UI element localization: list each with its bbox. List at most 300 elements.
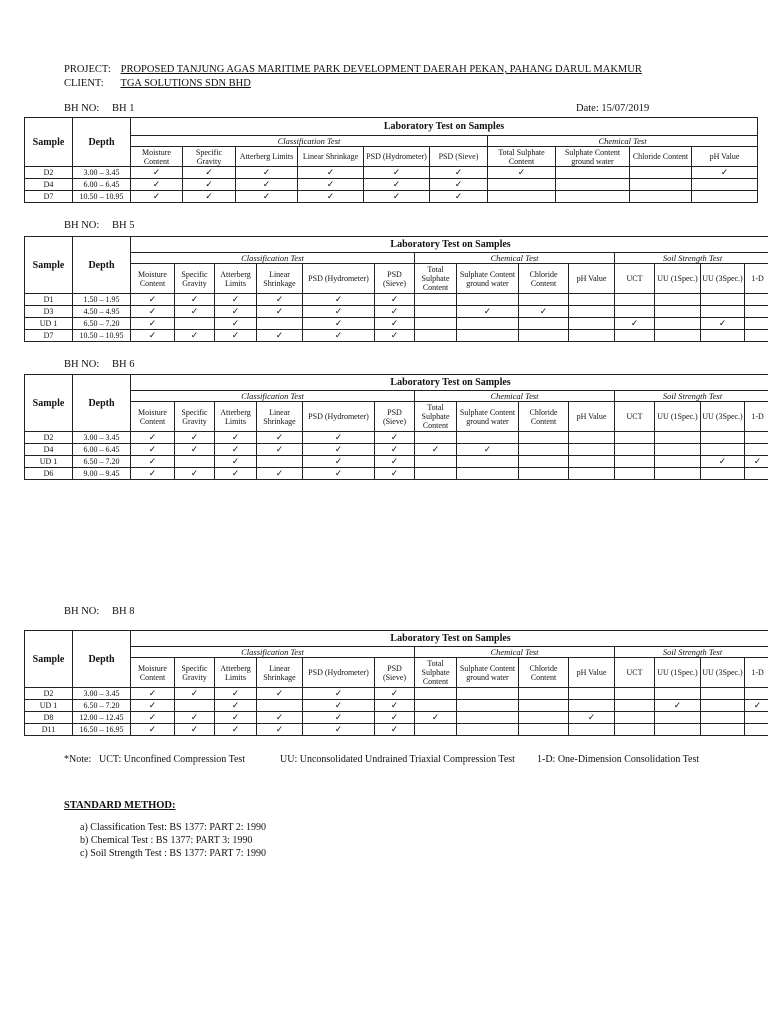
empty-cell — [457, 294, 519, 306]
empty-cell — [519, 456, 569, 468]
column-header: Atterberg Limits — [236, 147, 298, 167]
column-header: Sulphate Content ground water — [457, 658, 519, 688]
empty-cell — [630, 179, 692, 191]
check-mark-icon: ✓ — [303, 318, 375, 330]
empty-cell — [415, 456, 457, 468]
sample-id: D11 — [25, 724, 73, 736]
empty-cell — [519, 468, 569, 480]
empty-cell — [556, 191, 630, 203]
empty-cell — [745, 724, 768, 736]
sample-id: UD 1 — [25, 700, 73, 712]
check-mark-icon: ✓ — [655, 700, 701, 712]
sample-id: UD 1 — [25, 318, 73, 330]
note-1d: 1-D: One-Dimension Consolidation Test — [537, 754, 700, 765]
check-mark-icon: ✓ — [701, 318, 745, 330]
check-mark-icon: ✓ — [215, 318, 257, 330]
check-mark-icon: ✓ — [692, 167, 758, 179]
sample-depth: 6.00 – 6.45 — [73, 179, 131, 191]
empty-cell — [701, 306, 745, 318]
check-mark-icon: ✓ — [131, 306, 175, 318]
empty-cell — [615, 712, 655, 724]
empty-cell — [415, 724, 457, 736]
check-mark-icon: ✓ — [131, 688, 175, 700]
empty-cell — [615, 468, 655, 480]
table-title: Laboratory Test on Samples — [131, 237, 768, 253]
empty-cell — [415, 330, 457, 342]
group-chemical: Chemical Test — [488, 136, 758, 147]
column-header: Specific Gravity — [183, 147, 236, 167]
empty-cell — [655, 318, 701, 330]
empty-cell — [745, 444, 768, 456]
lab-table-bh5 — [24, 236, 768, 342]
table-row — [25, 700, 768, 712]
column-header: Specific Gravity — [175, 658, 215, 688]
column-header: pH Value — [569, 658, 615, 688]
empty-cell — [569, 330, 615, 342]
bh-value: BH 5 — [112, 220, 135, 231]
group-classification: Classification Test — [131, 391, 415, 402]
check-mark-icon: ✓ — [131, 191, 183, 203]
check-mark-icon: ✓ — [430, 191, 488, 203]
sample-id: D4 — [25, 179, 73, 191]
lab-table-bh1 — [24, 117, 758, 203]
empty-cell — [175, 456, 215, 468]
empty-cell — [257, 456, 303, 468]
sample-id: D1 — [25, 294, 73, 306]
empty-cell — [457, 712, 519, 724]
table-row — [25, 712, 768, 724]
check-mark-icon: ✓ — [364, 167, 430, 179]
check-mark-icon: ✓ — [215, 724, 257, 736]
column-header: Sulphate Content ground water — [457, 402, 519, 432]
check-mark-icon: ✓ — [303, 688, 375, 700]
sample-id: D4 — [25, 444, 73, 456]
check-mark-icon: ✓ — [375, 294, 415, 306]
column-header: Linear Shrinkage — [257, 402, 303, 432]
project-line — [64, 64, 642, 75]
empty-cell — [655, 294, 701, 306]
bh-label: BH NO: — [64, 606, 100, 617]
empty-cell — [701, 688, 745, 700]
empty-cell — [745, 330, 768, 342]
empty-cell — [655, 432, 701, 444]
column-header: Total Sulphate Content — [415, 402, 457, 432]
empty-cell — [415, 318, 457, 330]
empty-cell — [655, 330, 701, 342]
empty-cell — [615, 330, 655, 342]
empty-cell — [556, 179, 630, 191]
check-mark-icon: ✓ — [298, 167, 364, 179]
bh-heading-8 — [64, 606, 134, 617]
note-prefix: *Note: — [64, 754, 92, 765]
empty-cell — [569, 306, 615, 318]
empty-cell — [415, 432, 457, 444]
column-header: Sulphate Content ground water — [457, 264, 519, 294]
check-mark-icon: ✓ — [215, 456, 257, 468]
check-mark-icon: ✓ — [183, 179, 236, 191]
check-mark-icon: ✓ — [745, 456, 768, 468]
column-header: PSD (Hydrometer) — [303, 264, 375, 294]
column-header: PSD (Sieve) — [430, 147, 488, 167]
empty-cell — [569, 456, 615, 468]
client-line — [64, 78, 251, 89]
sample-id: D7 — [25, 191, 73, 203]
column-header: Moisture Content — [131, 658, 175, 688]
column-header: PSD (Hydrometer) — [303, 402, 375, 432]
table-row — [25, 330, 768, 342]
column-header: Atterberg Limits — [215, 264, 257, 294]
table-title: Laboratory Test on Samples — [131, 631, 768, 647]
project-label: PROJECT: — [64, 64, 111, 75]
empty-cell — [745, 432, 768, 444]
empty-cell — [488, 191, 556, 203]
check-mark-icon: ✓ — [457, 306, 519, 318]
empty-cell — [569, 318, 615, 330]
table-row — [25, 456, 768, 468]
check-mark-icon: ✓ — [175, 688, 215, 700]
check-mark-icon: ✓ — [375, 330, 415, 342]
empty-cell — [519, 432, 569, 444]
column-header: Atterberg Limits — [215, 402, 257, 432]
check-mark-icon: ✓ — [375, 688, 415, 700]
table-row — [25, 306, 768, 318]
sample-id: D3 — [25, 306, 73, 318]
check-mark-icon: ✓ — [569, 712, 615, 724]
table-title: Laboratory Test on Samples — [131, 118, 758, 136]
check-mark-icon: ✓ — [375, 700, 415, 712]
column-header: Chloride Content — [519, 264, 569, 294]
column-header: Total Sulphate Content — [415, 264, 457, 294]
empty-cell — [257, 318, 303, 330]
column-header: PSD (Hydrometer) — [364, 147, 430, 167]
bh-value: BH 6 — [112, 359, 135, 370]
table-row — [25, 468, 768, 480]
empty-cell — [457, 432, 519, 444]
check-mark-icon: ✓ — [236, 179, 298, 191]
empty-cell — [519, 318, 569, 330]
lab-table-bh8 — [24, 630, 768, 736]
check-mark-icon: ✓ — [375, 318, 415, 330]
check-mark-icon: ✓ — [257, 294, 303, 306]
check-mark-icon: ✓ — [215, 330, 257, 342]
check-mark-icon: ✓ — [375, 456, 415, 468]
sample-header: Sample — [25, 375, 73, 432]
check-mark-icon: ✓ — [131, 468, 175, 480]
column-header: UCT — [615, 264, 655, 294]
column-header: Chloride Content — [519, 658, 569, 688]
empty-cell — [615, 700, 655, 712]
sample-depth: 1.50 – 1.95 — [73, 294, 131, 306]
group-chemical: Chemical Test — [415, 647, 615, 658]
column-header: Moisture Content — [131, 147, 183, 167]
table-row — [25, 167, 758, 179]
check-mark-icon: ✓ — [298, 191, 364, 203]
sample-depth: 3.00 – 3.45 — [73, 432, 131, 444]
check-mark-icon: ✓ — [131, 318, 175, 330]
check-mark-icon: ✓ — [303, 724, 375, 736]
empty-cell — [701, 330, 745, 342]
standard-method-item: a) Classification Test: BS 1377: PART 2: 1990 — [80, 822, 267, 833]
group-soil-strength: Soil Strength Test — [615, 253, 768, 264]
check-mark-icon: ✓ — [364, 179, 430, 191]
check-mark-icon: ✓ — [236, 167, 298, 179]
empty-cell — [519, 724, 569, 736]
check-mark-icon: ✓ — [298, 179, 364, 191]
empty-cell — [655, 468, 701, 480]
depth-header: Depth — [73, 118, 131, 167]
column-header: PSD (Sieve) — [375, 402, 415, 432]
table-row — [25, 294, 768, 306]
empty-cell — [655, 688, 701, 700]
empty-cell — [701, 700, 745, 712]
report-date: Date: 15/07/2019 — [576, 103, 650, 114]
sample-id: D2 — [25, 688, 73, 700]
check-mark-icon: ✓ — [175, 294, 215, 306]
column-header: pH Value — [569, 264, 615, 294]
column-header: Specific Gravity — [175, 264, 215, 294]
column-header: Linear Shrinkage — [298, 147, 364, 167]
check-mark-icon: ✓ — [303, 294, 375, 306]
check-mark-icon: ✓ — [131, 712, 175, 724]
empty-cell — [519, 700, 569, 712]
check-mark-icon: ✓ — [257, 432, 303, 444]
column-header: Sulphate Content ground water — [556, 147, 630, 167]
empty-cell — [701, 712, 745, 724]
sample-depth: 3.00 – 3.45 — [73, 167, 131, 179]
check-mark-icon: ✓ — [375, 468, 415, 480]
sample-id: D7 — [25, 330, 73, 342]
sample-header: Sample — [25, 631, 73, 688]
empty-cell — [655, 306, 701, 318]
bh-heading-5 — [64, 220, 134, 231]
standard-method-title: STANDARD METHOD: — [64, 800, 176, 811]
check-mark-icon: ✓ — [215, 306, 257, 318]
column-header: Total Sulphate Content — [488, 147, 556, 167]
bh-heading-1 — [64, 103, 134, 114]
check-mark-icon: ✓ — [415, 444, 457, 456]
empty-cell — [569, 688, 615, 700]
group-classification: Classification Test — [131, 253, 415, 264]
check-mark-icon: ✓ — [257, 468, 303, 480]
column-header: Moisture Content — [131, 264, 175, 294]
check-mark-icon: ✓ — [303, 700, 375, 712]
sample-id: D2 — [25, 432, 73, 444]
empty-cell — [655, 724, 701, 736]
column-header: Specific Gravity — [175, 402, 215, 432]
empty-cell — [692, 179, 758, 191]
check-mark-icon: ✓ — [303, 468, 375, 480]
empty-cell — [457, 318, 519, 330]
sample-id: D2 — [25, 167, 73, 179]
empty-cell — [615, 432, 655, 444]
empty-cell — [615, 456, 655, 468]
table-row — [25, 318, 768, 330]
sample-depth: 6.00 – 6.45 — [73, 444, 131, 456]
client-label: CLIENT: — [64, 78, 104, 89]
check-mark-icon: ✓ — [175, 468, 215, 480]
empty-cell — [692, 191, 758, 203]
table-row — [25, 179, 758, 191]
check-mark-icon: ✓ — [364, 191, 430, 203]
check-mark-icon: ✓ — [215, 688, 257, 700]
sample-depth: 16.50 – 16.95 — [73, 724, 131, 736]
column-header: UU (3Spec.) — [701, 402, 745, 432]
check-mark-icon: ✓ — [257, 330, 303, 342]
column-header: PSD (Sieve) — [375, 658, 415, 688]
empty-cell — [415, 294, 457, 306]
depth-header: Depth — [73, 237, 131, 294]
column-header: UU (1Spec.) — [655, 658, 701, 688]
empty-cell — [745, 468, 768, 480]
empty-cell — [745, 712, 768, 724]
lab-table-bh6 — [24, 374, 768, 480]
column-header: UU (1Spec.) — [655, 402, 701, 432]
check-mark-icon: ✓ — [131, 456, 175, 468]
empty-cell — [175, 318, 215, 330]
check-mark-icon: ✓ — [257, 306, 303, 318]
check-mark-icon: ✓ — [257, 444, 303, 456]
column-header: UCT — [615, 658, 655, 688]
column-header: UU (3Spec.) — [701, 264, 745, 294]
empty-cell — [745, 306, 768, 318]
empty-cell — [415, 306, 457, 318]
empty-cell — [457, 330, 519, 342]
check-mark-icon: ✓ — [375, 444, 415, 456]
empty-cell — [615, 444, 655, 456]
empty-cell — [457, 724, 519, 736]
check-mark-icon: ✓ — [488, 167, 556, 179]
check-mark-icon: ✓ — [215, 712, 257, 724]
column-header: Moisture Content — [131, 402, 175, 432]
check-mark-icon: ✓ — [236, 191, 298, 203]
sample-depth: 6.50 – 7.20 — [73, 318, 131, 330]
empty-cell — [415, 688, 457, 700]
empty-cell — [569, 724, 615, 736]
column-header: UCT — [615, 402, 655, 432]
sample-header: Sample — [25, 118, 73, 167]
sample-depth: 6.50 – 7.20 — [73, 456, 131, 468]
table-row — [25, 688, 768, 700]
project-value: PROPOSED TANJUNG AGAS MARITIME PARK DEVELOPMENT DAERAH PEKAN, PAHANG DARUL MAKMUR — [120, 64, 642, 75]
group-soil-strength: Soil Strength Test — [615, 647, 768, 658]
check-mark-icon: ✓ — [131, 444, 175, 456]
depth-header: Depth — [73, 375, 131, 432]
empty-cell — [615, 306, 655, 318]
bh-value: BH 1 — [112, 103, 135, 114]
column-header: UU (3Spec.) — [701, 658, 745, 688]
empty-cell — [457, 468, 519, 480]
sample-depth: 6.50 – 7.20 — [73, 700, 131, 712]
empty-cell — [701, 432, 745, 444]
check-mark-icon: ✓ — [303, 306, 375, 318]
empty-cell — [488, 179, 556, 191]
empty-cell — [457, 456, 519, 468]
column-header: Atterberg Limits — [215, 658, 257, 688]
check-mark-icon: ✓ — [375, 712, 415, 724]
check-mark-icon: ✓ — [183, 167, 236, 179]
standard-method-list — [80, 822, 266, 861]
empty-cell — [175, 700, 215, 712]
sample-id: UD 1 — [25, 456, 73, 468]
empty-cell — [701, 294, 745, 306]
empty-cell — [415, 700, 457, 712]
column-header: PSD (Sieve) — [375, 264, 415, 294]
empty-cell — [569, 468, 615, 480]
sample-depth: 4.50 – 4.95 — [73, 306, 131, 318]
bh-value: BH 8 — [112, 606, 135, 617]
empty-cell — [655, 444, 701, 456]
empty-cell — [519, 444, 569, 456]
check-mark-icon: ✓ — [215, 432, 257, 444]
check-mark-icon: ✓ — [257, 724, 303, 736]
check-mark-icon: ✓ — [303, 444, 375, 456]
empty-cell — [745, 318, 768, 330]
table-title: Laboratory Test on Samples — [131, 375, 768, 391]
empty-cell — [630, 167, 692, 179]
bh-label: BH NO: — [64, 103, 100, 114]
sample-depth: 10.50 – 10.95 — [73, 330, 131, 342]
column-header: pH Value — [692, 147, 758, 167]
column-header: 1-D — [745, 658, 768, 688]
check-mark-icon: ✓ — [303, 330, 375, 342]
check-mark-icon: ✓ — [615, 318, 655, 330]
empty-cell — [569, 294, 615, 306]
empty-cell — [569, 444, 615, 456]
client-value: TGA SOLUTIONS SDN BHD — [120, 78, 251, 89]
check-mark-icon: ✓ — [175, 724, 215, 736]
check-mark-icon: ✓ — [131, 294, 175, 306]
standard-method-item: b) Chemical Test : BS 1377: PART 3: 1990 — [80, 835, 253, 846]
empty-cell — [630, 191, 692, 203]
empty-cell — [701, 724, 745, 736]
empty-cell — [569, 432, 615, 444]
sample-depth: 9.00 – 9.45 — [73, 468, 131, 480]
sample-depth: 3.00 – 3.45 — [73, 688, 131, 700]
column-header: UU (1Spec.) — [655, 264, 701, 294]
check-mark-icon: ✓ — [519, 306, 569, 318]
depth-header: Depth — [73, 631, 131, 688]
check-mark-icon: ✓ — [745, 700, 768, 712]
standard-method-item: c) Soil Strength Test : BS 1377: PART 7: 1990 — [80, 848, 267, 859]
check-mark-icon: ✓ — [375, 306, 415, 318]
column-header: 1-D — [745, 402, 768, 432]
column-header: pH Value — [569, 402, 615, 432]
check-mark-icon: ✓ — [175, 306, 215, 318]
sample-header: Sample — [25, 237, 73, 294]
check-mark-icon: ✓ — [131, 167, 183, 179]
check-mark-icon: ✓ — [430, 179, 488, 191]
column-header: Linear Shrinkage — [257, 658, 303, 688]
empty-cell — [519, 294, 569, 306]
check-mark-icon: ✓ — [131, 724, 175, 736]
empty-cell — [415, 468, 457, 480]
bh-heading-6 — [64, 359, 134, 370]
group-chemical: Chemical Test — [415, 253, 615, 264]
empty-cell — [655, 456, 701, 468]
check-mark-icon: ✓ — [430, 167, 488, 179]
column-header: 1-D — [745, 264, 768, 294]
check-mark-icon: ✓ — [175, 444, 215, 456]
bh-label: BH NO: — [64, 220, 100, 231]
check-mark-icon: ✓ — [131, 179, 183, 191]
check-mark-icon: ✓ — [415, 712, 457, 724]
check-mark-icon: ✓ — [701, 456, 745, 468]
empty-cell — [519, 688, 569, 700]
table-row — [25, 444, 768, 456]
empty-cell — [457, 700, 519, 712]
column-header: PSD (Hydrometer) — [303, 658, 375, 688]
group-classification: Classification Test — [131, 647, 415, 658]
